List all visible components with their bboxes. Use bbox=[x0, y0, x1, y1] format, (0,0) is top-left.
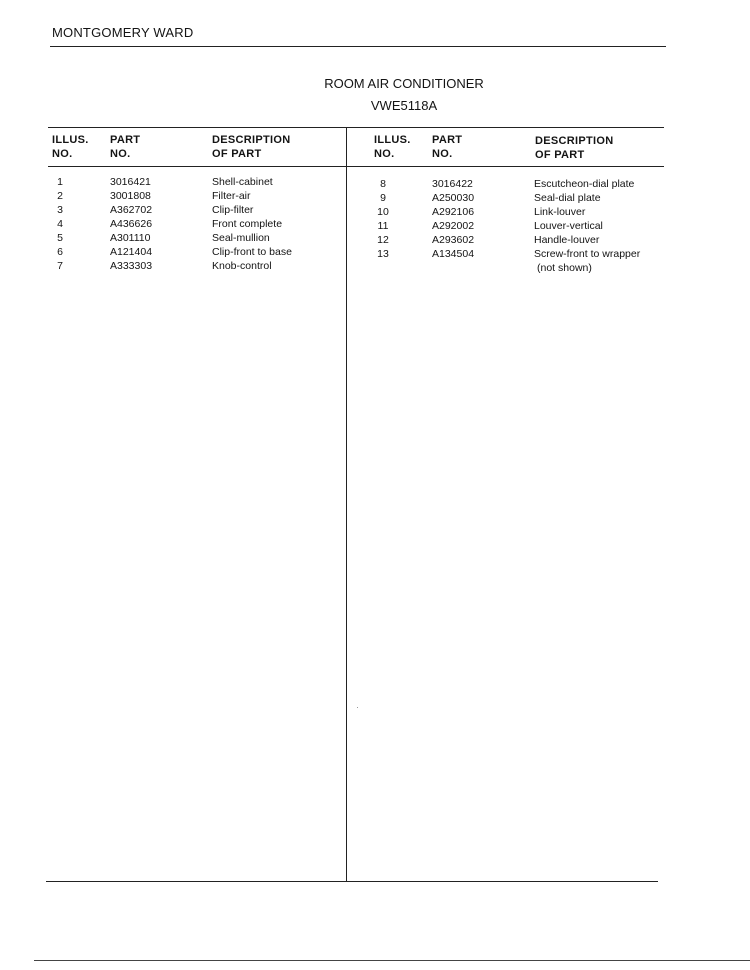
table-bottom-rule bbox=[46, 881, 658, 882]
scan-speck bbox=[357, 707, 358, 708]
right-header-illus bbox=[374, 133, 411, 161]
page-bottom-rule bbox=[34, 960, 750, 961]
part-number: A293602 bbox=[432, 234, 475, 246]
illus-number: 13 bbox=[377, 248, 389, 260]
part-description: Screw-front to wrapper bbox=[534, 248, 641, 260]
part-number: A250030 bbox=[432, 192, 475, 204]
header-illus-label: ILLUS. bbox=[52, 134, 89, 146]
document-title: ROOM AIR CONDITIONER bbox=[324, 76, 484, 91]
part-description: Louver-vertical bbox=[534, 220, 603, 232]
left-header-description bbox=[212, 133, 290, 161]
header-part-no-label: NO. bbox=[110, 148, 131, 160]
illus-number: 9 bbox=[380, 192, 386, 204]
part-number: A121404 bbox=[110, 246, 153, 258]
illus-number: 7 bbox=[57, 260, 63, 272]
part-description: Clip-filter bbox=[212, 204, 254, 216]
part-description: Escutcheon-dial plate bbox=[534, 178, 635, 190]
illus-number: 8 bbox=[380, 178, 386, 190]
left-header-part bbox=[110, 133, 140, 161]
header-divider bbox=[50, 46, 666, 47]
header-of-part-label: OF PART bbox=[535, 149, 585, 161]
header-of-part-label: OF PART bbox=[212, 148, 262, 160]
part-note: (not shown) bbox=[537, 262, 592, 274]
illus-number: 2 bbox=[57, 190, 63, 202]
header-description-label: DESCRIPTION bbox=[212, 134, 291, 146]
part-number: 3001808 bbox=[110, 190, 151, 202]
left-header-illus bbox=[52, 133, 89, 161]
table-top-rule bbox=[48, 127, 664, 128]
part-description: Seal-mullion bbox=[212, 232, 270, 244]
header-part-label: PART bbox=[110, 134, 141, 146]
part-number: A134504 bbox=[432, 248, 475, 260]
illus-number: 11 bbox=[377, 220, 389, 232]
part-description: Handle-louver bbox=[534, 234, 600, 246]
illus-number: 10 bbox=[377, 206, 389, 218]
part-number: A362702 bbox=[110, 204, 153, 216]
illus-number: 5 bbox=[57, 232, 63, 244]
header-no-label: NO. bbox=[374, 148, 395, 160]
illus-number: 12 bbox=[377, 234, 389, 246]
part-number: 3016421 bbox=[110, 176, 151, 188]
header-illus-label: ILLUS. bbox=[374, 134, 411, 146]
part-description: Seal-dial plate bbox=[534, 192, 601, 204]
part-description: Knob-control bbox=[212, 260, 272, 272]
right-header-part bbox=[432, 133, 462, 161]
brand-name: MONTGOMERY WARD bbox=[52, 25, 194, 40]
part-number: A292106 bbox=[432, 206, 475, 218]
part-number: A333303 bbox=[110, 260, 153, 272]
right-header-description bbox=[535, 134, 613, 162]
part-description: Filter-air bbox=[212, 190, 251, 202]
part-number: 3016422 bbox=[432, 178, 473, 190]
column-divider bbox=[346, 127, 347, 882]
model-number: VWE5118A bbox=[370, 98, 438, 113]
part-description: Link-louver bbox=[534, 206, 586, 218]
header-part-no-label: NO. bbox=[432, 148, 453, 160]
illus-number: 6 bbox=[57, 246, 63, 258]
part-description: Front complete bbox=[212, 218, 283, 230]
part-number: A301110 bbox=[110, 232, 151, 244]
illus-number: 4 bbox=[57, 218, 63, 230]
part-description: Shell-cabinet bbox=[212, 176, 273, 188]
part-description: Clip-front to base bbox=[212, 246, 292, 258]
illus-number: 1 bbox=[57, 176, 63, 188]
header-part-label: PART bbox=[432, 134, 463, 146]
part-number: A292002 bbox=[432, 220, 475, 232]
illus-number: 3 bbox=[57, 204, 63, 216]
part-number: A436626 bbox=[110, 218, 153, 230]
header-description-label: DESCRIPTION bbox=[535, 135, 614, 147]
table-header-rule bbox=[48, 166, 664, 167]
header-no-label: NO. bbox=[52, 148, 73, 160]
